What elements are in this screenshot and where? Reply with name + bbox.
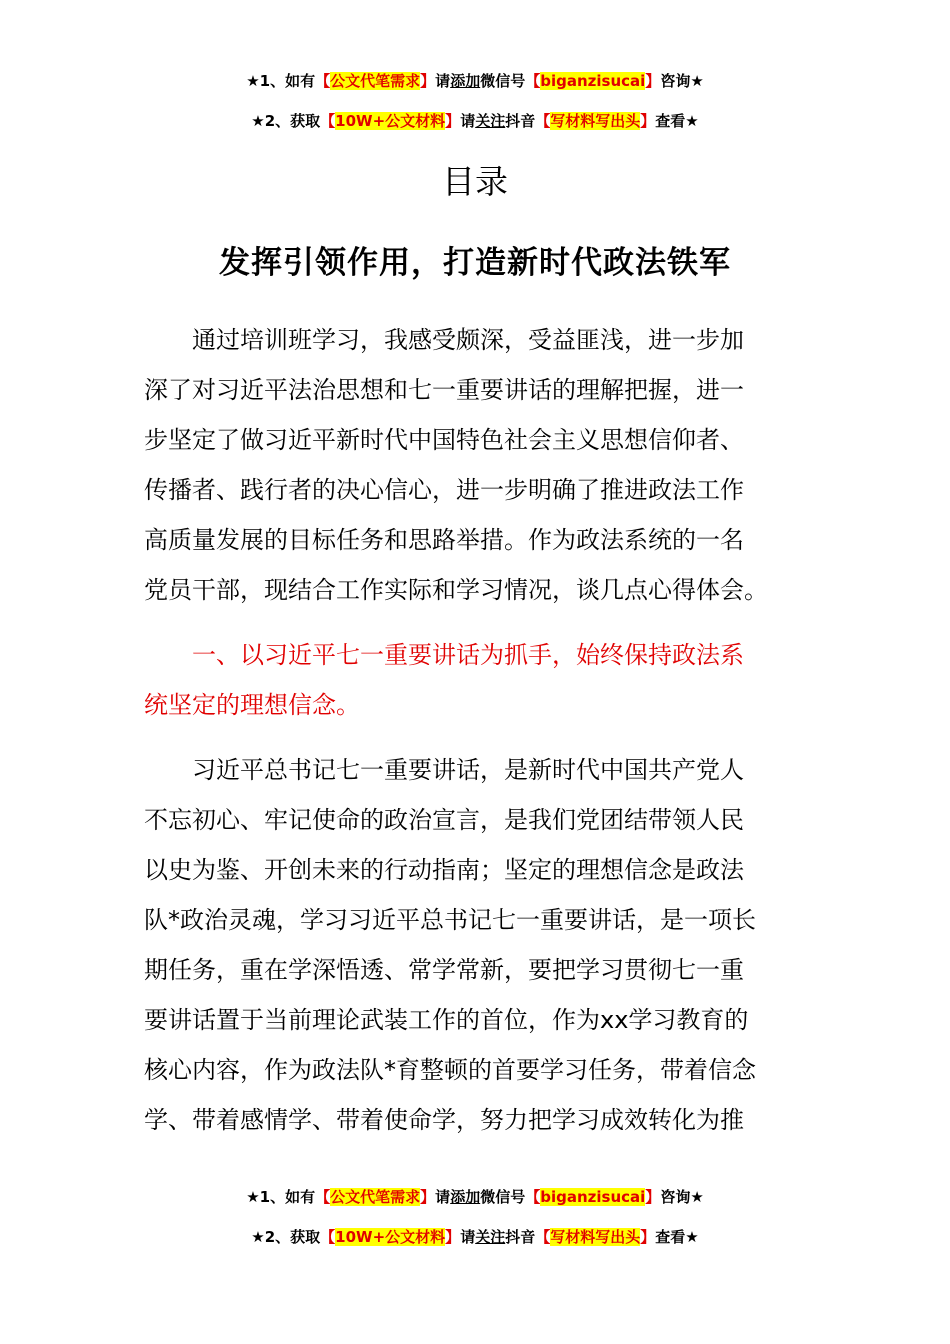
wechat-id-highlight: biganzisucai	[540, 72, 646, 90]
toc-label: 目录	[442, 162, 508, 201]
wechat-id-highlight: biganzisucai	[540, 1188, 646, 1206]
paragraph-line: 通过培训班学习，我感受颇深，受益匪浅，进一步加	[192, 326, 744, 354]
promo-text: 查看★	[655, 1228, 699, 1246]
bracket: 】	[420, 72, 436, 90]
promo-line-2-top	[0, 110, 950, 132]
bracket: 【	[320, 1228, 336, 1246]
bracket: 【	[535, 1228, 551, 1246]
promo-text: 抖音	[505, 112, 536, 130]
bracket: 】	[420, 1188, 436, 1206]
promo-text: 查看★	[655, 112, 699, 130]
promo-underline: 关注	[475, 1228, 506, 1246]
paragraph-line: 以史为鉴、开创未来的行动指南；坚定的理想信念是政法	[144, 856, 744, 884]
bracket: 】	[640, 112, 656, 130]
promo-text: ★1、如有	[246, 1188, 316, 1206]
bracket: 【	[525, 72, 541, 90]
douyin-id-highlight: 写材料写出头	[550, 1228, 641, 1246]
promo-text: 咨询★	[660, 72, 704, 90]
promo-line-1-top	[0, 70, 950, 92]
bracket: 【	[315, 1188, 331, 1206]
promo-text: 抖音	[505, 1228, 536, 1246]
promo-highlight: 公文代笔需求	[330, 72, 421, 90]
paragraph-line: 核心内容，作为政法队*育整顿的首要学习任务，带着信念	[144, 1056, 756, 1084]
paragraph-line: 党员干部，现结合工作实际和学习情况，谈几点心得体会。	[144, 576, 768, 604]
paragraph-line: 不忘初心、牢记使命的政治宣言，是我们党团结带领人民	[144, 806, 744, 834]
promo-text: ★2、获取	[251, 1228, 321, 1246]
promo-text: ★1、如有	[246, 72, 316, 90]
promo-text: 微信号	[480, 72, 526, 90]
paragraph-2	[144, 745, 806, 1145]
paragraph-line: 传播者、践行者的决心信心，进一步明确了推进政法工作	[144, 476, 744, 504]
bracket: 【	[320, 112, 336, 130]
heading-line: 统坚定的理想信念。	[144, 691, 360, 719]
bracket: 【	[315, 72, 331, 90]
promo-underline: 关注	[475, 112, 506, 130]
paragraph-line: 要讲话置于当前理论武装工作的首位，作为xx学习教育的	[144, 1006, 749, 1034]
promo-text: 请	[460, 112, 476, 130]
paragraph-line: 学、带着感情学、带着使命学，努力把学习成效转化为推	[144, 1106, 744, 1134]
promo-highlight: 10W+公文材料	[335, 1228, 446, 1246]
paragraph-line: 期任务，重在学深悟透、常学常新，要把学习贯彻七一重	[144, 956, 744, 984]
paragraph-line: 队*政治灵魂，学习习近平总书记七一重要讲话，是一项长	[144, 906, 756, 934]
bracket: 】	[645, 72, 661, 90]
bracket: 】	[445, 112, 461, 130]
bracket: 】	[445, 1228, 461, 1246]
paragraph-line: 高质量发展的目标任务和思路举措。作为政法系统的一名	[144, 526, 744, 554]
promo-text: 微信号	[480, 1188, 526, 1206]
heading-line: 一、以习近平七一重要讲话为抓手，始终保持政法系	[192, 641, 744, 669]
promo-text: 请	[460, 1228, 476, 1246]
promo-underline: 添加	[450, 72, 481, 90]
promo-text: 请	[435, 72, 451, 90]
promo-highlight: 10W+公文材料	[335, 112, 446, 130]
promo-underline: 添加	[450, 1188, 481, 1206]
promo-text: ★2、获取	[251, 112, 321, 130]
bracket: 【	[535, 112, 551, 130]
bracket: 【	[525, 1188, 541, 1206]
paragraph-line: 深了对习近平法治思想和七一重要讲话的理解把握，进一	[144, 376, 744, 404]
paragraph-line: 步坚定了做习近平新时代中国特色社会主义思想信仰者、	[144, 426, 744, 454]
promo-text: 请	[435, 1188, 451, 1206]
promo-text: 咨询★	[660, 1188, 704, 1206]
section-heading-1	[144, 630, 806, 730]
douyin-id-highlight: 写材料写出头	[550, 112, 641, 130]
paragraph-1	[144, 315, 806, 615]
bracket: 】	[640, 1228, 656, 1246]
promo-line-1-bottom	[0, 1186, 950, 1208]
promo-highlight: 公文代笔需求	[330, 1188, 421, 1206]
bracket: 】	[645, 1188, 661, 1206]
document-title: 发挥引领作用，打造新时代政法铁军	[219, 245, 731, 281]
paragraph-line: 习近平总书记七一重要讲话，是新时代中国共产党人	[192, 756, 744, 784]
promo-line-2-bottom	[0, 1226, 950, 1248]
